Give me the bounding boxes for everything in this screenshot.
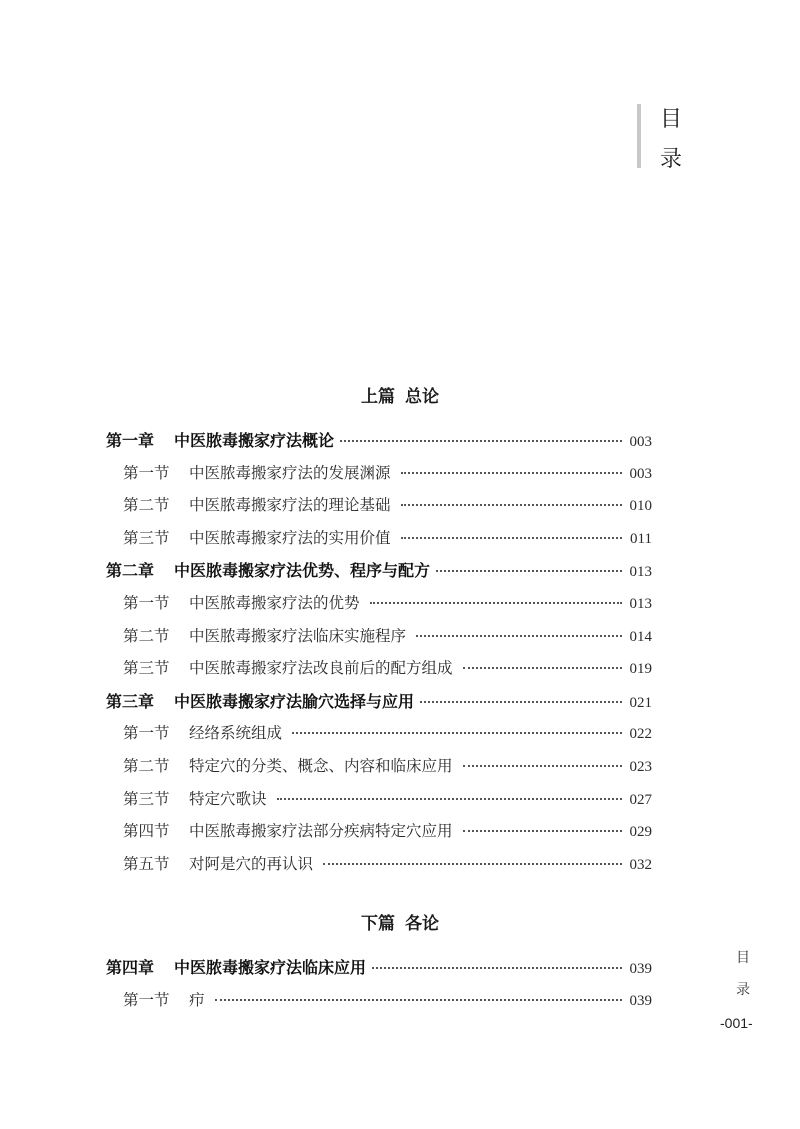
page-title-line1: 目: [660, 107, 683, 132]
dot-leader: [372, 967, 621, 969]
entry-title: 中医脓毒搬家疗法的理论基础: [189, 496, 391, 515]
toc-section-entry[interactable]: [106, 624, 652, 657]
entry-page-number: 039: [629, 961, 652, 977]
entry-number: 第二章: [106, 561, 155, 581]
dot-leader: [436, 570, 621, 572]
toc-section-entry[interactable]: [106, 656, 652, 689]
dot-leader: [401, 472, 622, 474]
entry-number: 第三章: [106, 691, 155, 711]
dot-leader: [340, 440, 621, 442]
entry-page-number: 003: [629, 465, 652, 482]
toc-chapter-entry[interactable]: [106, 689, 652, 722]
entry-number: 第四章: [106, 958, 155, 977]
toc-chapter-entry[interactable]: [106, 955, 652, 988]
entry-title: 疖: [189, 990, 205, 1009]
entry-number: 第二节: [123, 756, 170, 775]
toc-chapter-entry[interactable]: [106, 428, 652, 461]
dot-leader: [401, 537, 623, 539]
dot-leader: [463, 765, 622, 767]
entry-page-number: 022: [629, 726, 652, 743]
entry-title: 中医脓毒搬家疗法的实用价值: [189, 528, 391, 547]
entry-page-number: 032: [629, 856, 652, 873]
entry-number: 第一章: [106, 431, 155, 450]
entry-title: 中医脓毒搬家疗法临床实施程序: [189, 626, 407, 645]
dot-leader: [420, 701, 621, 703]
part1-heading-subtitle: 总论: [405, 387, 439, 407]
entry-title: 特定穴的分类、概念、内容和临床应用: [189, 756, 453, 775]
dot-leader: [463, 667, 622, 669]
toc-part2: [106, 955, 652, 1020]
entry-number: 第三节: [123, 659, 170, 678]
entry-page-number: 027: [629, 791, 652, 808]
toc-section-entry[interactable]: [106, 754, 652, 787]
toc-section-entry[interactable]: [106, 461, 652, 494]
entry-title: 中医脓毒搬家疗法优势、程序与配方: [174, 561, 431, 581]
entry-number: 第二节: [123, 626, 170, 645]
part1-heading: [0, 382, 800, 407]
dot-leader: [292, 732, 621, 734]
entry-number: 第三节: [123, 528, 170, 547]
dot-leader: [370, 602, 622, 604]
part1-heading-label: 上篇: [361, 387, 395, 407]
part2-heading: [0, 909, 800, 934]
side-label: [733, 942, 753, 1006]
entry-title: 中医脓毒搬家疗法临床应用: [174, 958, 367, 977]
entry-page-number: 014: [629, 628, 652, 645]
entry-number: 第一节: [123, 463, 170, 482]
page-title-line2: 录: [660, 147, 683, 172]
dot-leader: [416, 635, 621, 637]
entry-number: 第五节: [123, 854, 170, 873]
entry-number: 第二节: [123, 496, 170, 515]
entry-page-number: 021: [629, 694, 652, 711]
part2-heading-label: 下篇: [361, 914, 395, 934]
entry-page-number: 039: [629, 992, 652, 1009]
side-label-line2: 录: [736, 982, 750, 998]
entry-page-number: 011: [630, 530, 652, 547]
page-number: -001-: [720, 1015, 753, 1031]
entry-title: 中医脓毒搬家疗法改良前后的配方组成: [189, 659, 453, 678]
entry-title: 中医脓毒搬家疗法的优势: [189, 593, 360, 612]
toc-section-entry[interactable]: [106, 819, 652, 852]
toc-section-entry[interactable]: [106, 591, 652, 624]
entry-number: 第三节: [123, 789, 170, 808]
entry-page-number: 013: [629, 564, 652, 581]
entry-number: 第一节: [123, 990, 170, 1009]
entry-title: 对阿是穴的再认识: [189, 854, 314, 873]
dot-leader: [401, 504, 622, 506]
toc-section-entry[interactable]: [106, 787, 652, 820]
toc-section-entry[interactable]: [106, 526, 652, 559]
dot-leader: [323, 863, 621, 865]
side-label-line1: 目: [736, 950, 750, 966]
entry-page-number: 029: [629, 824, 652, 841]
entry-number: 第一节: [123, 724, 170, 743]
toc-chapter-entry[interactable]: [106, 558, 652, 591]
toc-section-entry[interactable]: [106, 852, 652, 885]
part2-heading-subtitle: 各论: [405, 914, 439, 934]
entry-title: 中医脓毒搬家疗法腧穴选择与应用: [174, 691, 415, 711]
entry-number: 第四节: [123, 822, 170, 841]
entry-title: 经络系统组成: [189, 724, 283, 743]
entry-title: 中医脓毒搬家疗法概论: [174, 431, 335, 450]
entry-title: 中医脓毒搬家疗法部分疾病特定穴应用: [189, 822, 453, 841]
entry-page-number: 023: [629, 758, 652, 775]
entry-title: 特定穴歌诀: [189, 789, 267, 808]
entry-page-number: 003: [629, 434, 652, 450]
entry-page-number: 010: [629, 498, 652, 515]
toc-section-entry[interactable]: [106, 988, 652, 1021]
dot-leader: [463, 830, 622, 832]
header-accent-bar: [637, 104, 641, 168]
page-title: [660, 100, 684, 180]
toc-part1: [106, 428, 652, 884]
dot-leader: [215, 999, 622, 1001]
entry-page-number: 013: [629, 595, 652, 612]
entry-number: 第一节: [123, 593, 170, 612]
entry-title: 中医脓毒搬家疗法的发展渊源: [189, 463, 391, 482]
dot-leader: [277, 798, 622, 800]
toc-section-entry[interactable]: [106, 721, 652, 754]
toc-section-entry[interactable]: [106, 493, 652, 526]
entry-page-number: 019: [629, 661, 652, 678]
